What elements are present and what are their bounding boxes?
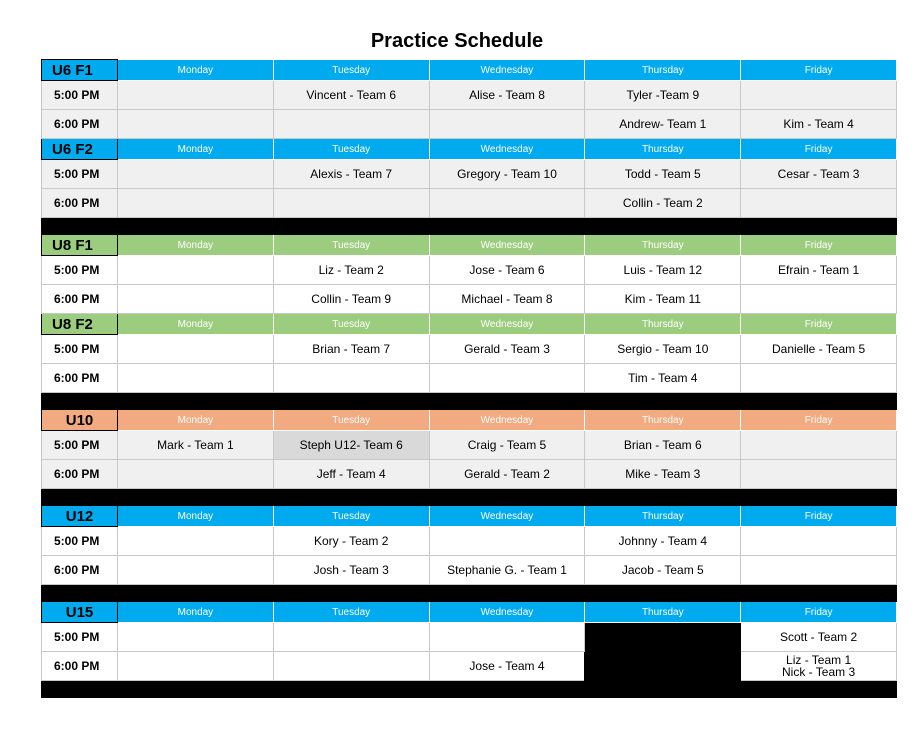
block-header-u6-f2 xyxy=(42,139,897,160)
day-header-friday: Friday xyxy=(741,410,897,431)
schedule-cell: Scott - Team 2 xyxy=(741,623,897,652)
schedule-cell: Andrew- Team 1 xyxy=(585,110,741,139)
separator-bar xyxy=(42,218,897,235)
schedule-cell: Vincent - Team 6 xyxy=(273,81,429,110)
schedule-cell xyxy=(118,189,274,218)
schedule-cell xyxy=(273,652,429,681)
schedule-cell xyxy=(118,527,274,556)
schedule-cell xyxy=(118,460,274,489)
schedule-cell xyxy=(429,527,585,556)
day-header-wednesday: Wednesday xyxy=(429,506,585,527)
schedule-cell: Jeff - Team 4 xyxy=(273,460,429,489)
day-header-thursday: Thursday xyxy=(585,235,741,256)
schedule-cell: Collin - Team 2 xyxy=(585,189,741,218)
schedule-cell xyxy=(741,431,897,460)
schedule-cell: Josh - Team 3 xyxy=(273,556,429,585)
schedule-cell xyxy=(429,623,585,652)
day-header-thursday: Thursday xyxy=(585,506,741,527)
block-label: U8 F2 xyxy=(42,314,118,335)
block-header-u8-f1 xyxy=(42,235,897,256)
schedule-cell: Jose - Team 4 xyxy=(429,652,585,681)
schedule-cell xyxy=(118,556,274,585)
time-label: 5:00 PM xyxy=(42,160,118,189)
time-row xyxy=(42,431,897,460)
day-header-tuesday: Tuesday xyxy=(273,139,429,160)
schedule-cell: Gerald - Team 2 xyxy=(429,460,585,489)
schedule-cell: Michael - Team 8 xyxy=(429,285,585,314)
day-header-wednesday: Wednesday xyxy=(429,314,585,335)
day-header-monday: Monday xyxy=(118,314,274,335)
schedule-cell: Tyler -Team 9 xyxy=(585,81,741,110)
schedule-cell: Jose - Team 6 xyxy=(429,256,585,285)
block-label: U15 xyxy=(42,602,118,623)
day-header-friday: Friday xyxy=(741,314,897,335)
time-label: 5:00 PM xyxy=(42,527,118,556)
schedule-cell: Danielle - Team 5 xyxy=(741,335,897,364)
schedule-cell: Mark - Team 1 xyxy=(118,431,274,460)
separator-bar xyxy=(42,585,897,602)
schedule-cell xyxy=(741,556,897,585)
block-header-u10 xyxy=(42,410,897,431)
schedule-cell xyxy=(118,256,274,285)
time-row xyxy=(42,110,897,139)
time-label: 6:00 PM xyxy=(42,364,118,393)
schedule-cell xyxy=(429,364,585,393)
schedule-cell xyxy=(118,110,274,139)
schedule-cell: Jacob - Team 5 xyxy=(585,556,741,585)
day-header-thursday: Thursday xyxy=(585,314,741,335)
block-label: U6 F2 xyxy=(42,139,118,160)
schedule-cell xyxy=(741,81,897,110)
time-label: 5:00 PM xyxy=(42,431,118,460)
time-label: 5:00 PM xyxy=(42,256,118,285)
schedule-cell: Gregory - Team 10 xyxy=(429,160,585,189)
day-header-tuesday: Tuesday xyxy=(273,506,429,527)
time-label: 6:00 PM xyxy=(42,189,118,218)
time-row xyxy=(42,556,897,585)
schedule-cell-multi xyxy=(741,652,897,681)
day-header-tuesday: Tuesday xyxy=(273,602,429,623)
time-row xyxy=(42,527,897,556)
time-label: 5:00 PM xyxy=(42,623,118,652)
day-header-friday: Friday xyxy=(741,60,897,81)
schedule-entry: Nick - Team 3 xyxy=(782,665,856,679)
day-header-monday: Monday xyxy=(118,506,274,527)
day-header-wednesday: Wednesday xyxy=(429,235,585,256)
time-row xyxy=(42,460,897,489)
separator-bar xyxy=(42,489,897,506)
block-label: U10 xyxy=(42,410,118,431)
day-header-monday: Monday xyxy=(118,410,274,431)
day-header-monday: Monday xyxy=(118,602,274,623)
schedule-cell: Tim - Team 4 xyxy=(585,364,741,393)
schedule-cell: Craig - Team 5 xyxy=(429,431,585,460)
time-row xyxy=(42,652,897,681)
schedule-cell: Kim - Team 11 xyxy=(585,285,741,314)
schedule-cell: Brian - Team 7 xyxy=(273,335,429,364)
time-row xyxy=(42,364,897,393)
schedule-cell xyxy=(429,110,585,139)
schedule-cell xyxy=(118,81,274,110)
block-label: U12 xyxy=(42,506,118,527)
schedule-cell: Mike - Team 3 xyxy=(585,460,741,489)
day-header-friday: Friday xyxy=(741,139,897,160)
schedule-cell xyxy=(741,285,897,314)
day-header-friday: Friday xyxy=(741,235,897,256)
schedule-cell xyxy=(118,160,274,189)
day-header-wednesday: Wednesday xyxy=(429,410,585,431)
schedule-cell xyxy=(741,189,897,218)
schedule-cell: Luis - Team 12 xyxy=(585,256,741,285)
schedule-cell: Gerald - Team 3 xyxy=(429,335,585,364)
block-label: U6 F1 xyxy=(42,60,118,81)
schedule-cell xyxy=(273,189,429,218)
schedule-entry: Liz - Team 1 xyxy=(786,653,852,667)
blocked-cell xyxy=(585,623,741,681)
page-title: Practice Schedule xyxy=(370,30,544,52)
schedule-cell: Alise - Team 8 xyxy=(429,81,585,110)
time-row xyxy=(42,335,897,364)
day-header-thursday: Thursday xyxy=(585,602,741,623)
schedule-cell xyxy=(118,335,274,364)
time-row xyxy=(42,623,897,652)
block-label: U8 F1 xyxy=(42,235,118,256)
day-header-tuesday: Tuesday xyxy=(273,314,429,335)
schedule-cell xyxy=(118,623,274,652)
schedule-cell: Collin - Team 9 xyxy=(273,285,429,314)
day-header-monday: Monday xyxy=(118,60,274,81)
day-header-friday: Friday xyxy=(741,506,897,527)
day-header-friday: Friday xyxy=(741,602,897,623)
time-row xyxy=(42,160,897,189)
schedule-cell: Cesar - Team 3 xyxy=(741,160,897,189)
day-header-monday: Monday xyxy=(118,139,274,160)
day-header-monday: Monday xyxy=(118,235,274,256)
schedule-cell xyxy=(273,364,429,393)
schedule-cell xyxy=(118,652,274,681)
schedule-cell xyxy=(273,623,429,652)
schedule-cell xyxy=(118,285,274,314)
day-header-thursday: Thursday xyxy=(585,410,741,431)
time-row xyxy=(42,285,897,314)
day-header-thursday: Thursday xyxy=(585,139,741,160)
time-label: 5:00 PM xyxy=(42,335,118,364)
time-label: 6:00 PM xyxy=(42,556,118,585)
schedule-cell xyxy=(273,110,429,139)
block-header-u8-f2 xyxy=(42,314,897,335)
schedule-cell xyxy=(741,527,897,556)
schedule-cell: Todd - Team 5 xyxy=(585,160,741,189)
day-header-wednesday: Wednesday xyxy=(429,139,585,160)
day-header-tuesday: Tuesday xyxy=(273,410,429,431)
separator-bar xyxy=(42,681,897,698)
schedule-cell: Efrain - Team 1 xyxy=(741,256,897,285)
schedule-cell xyxy=(118,364,274,393)
schedule-cell: Liz - Team 2 xyxy=(273,256,429,285)
time-label: 6:00 PM xyxy=(42,652,118,681)
block-header-u12 xyxy=(42,506,897,527)
schedule-cell xyxy=(741,364,897,393)
schedule-cell-highlighted: Steph U12- Team 6 xyxy=(273,431,429,460)
schedule-cell: Sergio - Team 10 xyxy=(585,335,741,364)
schedule-cell: Alexis - Team 7 xyxy=(273,160,429,189)
schedule-cell: Stephanie G. - Team 1 xyxy=(429,556,585,585)
time-label: 6:00 PM xyxy=(42,460,118,489)
block-header-u15 xyxy=(42,602,897,623)
schedule-cell: Brian - Team 6 xyxy=(585,431,741,460)
schedule-table xyxy=(41,59,897,698)
day-header-tuesday: Tuesday xyxy=(273,235,429,256)
time-label: 6:00 PM xyxy=(42,285,118,314)
time-label: 6:00 PM xyxy=(42,110,118,139)
day-header-thursday: Thursday xyxy=(585,60,741,81)
time-row xyxy=(42,81,897,110)
day-header-wednesday: Wednesday xyxy=(429,602,585,623)
day-header-wednesday: Wednesday xyxy=(429,60,585,81)
separator-bar xyxy=(42,393,897,410)
schedule-cell xyxy=(429,189,585,218)
block-header-u6-f1 xyxy=(42,60,897,81)
schedule-cell xyxy=(741,460,897,489)
time-row xyxy=(42,189,897,218)
schedule-cell: Johnny - Team 4 xyxy=(585,527,741,556)
schedule-cell: Kory - Team 2 xyxy=(273,527,429,556)
time-row xyxy=(42,256,897,285)
day-header-tuesday: Tuesday xyxy=(273,60,429,81)
schedule-cell: Kim - Team 4 xyxy=(741,110,897,139)
time-label: 5:00 PM xyxy=(42,81,118,110)
